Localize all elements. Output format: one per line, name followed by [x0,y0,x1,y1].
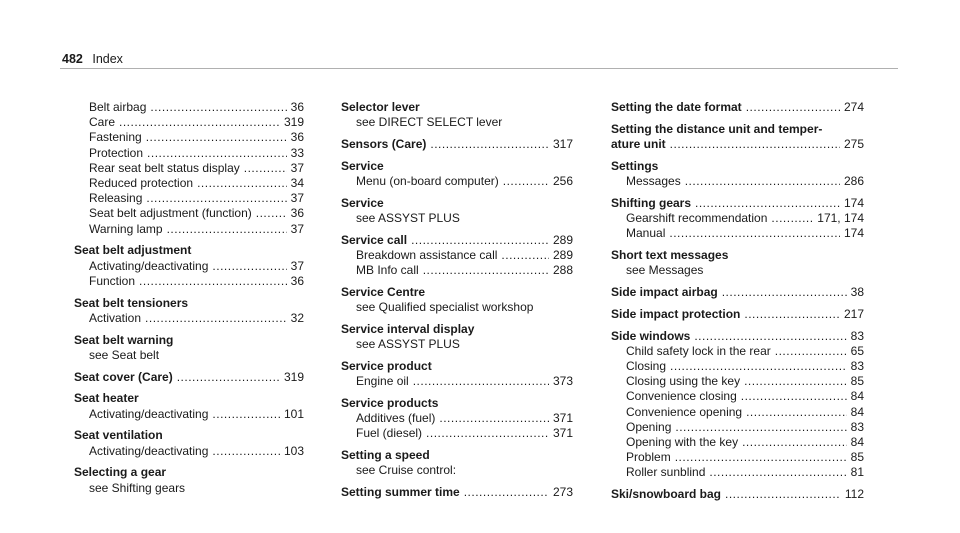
entry-text: Engine oil [356,374,409,389]
index-entry: Setting a speed [341,448,430,463]
header-divider [60,68,898,69]
index-subentry [341,411,573,426]
index-subentry [611,374,864,389]
leader-dots [744,374,847,389]
entry-text: Activating/deactivating [89,443,209,458]
index-subentry [611,450,864,465]
entry-text: Fuel (diesel) [356,426,423,441]
entry-text: Seat belt adjustment (function) [89,206,252,221]
leader-dots [503,174,549,189]
page-reference: 83 [850,328,864,343]
index-entry: Service products [341,396,439,410]
index-subentry [74,206,304,221]
page-reference: 37 [290,160,304,175]
index-entry: Seat belt adjustment [74,243,192,258]
leader-dots [147,146,287,161]
entry-text: Fastening [89,130,142,145]
page-reference: 85 [850,374,864,389]
index-entry: Selecting a gear [74,465,167,480]
index-entry [611,487,864,502]
page-reference: 289 [552,232,573,247]
page-reference: 37 [290,191,304,206]
page-header [62,52,123,66]
index-entry [611,307,864,322]
index-entry [341,485,573,500]
index-entry: Seat heater [74,391,139,406]
page-reference: 371 [552,426,573,441]
index-subentry [74,407,304,422]
entry-text: Menu (on-board computer) [356,174,499,188]
page-reference: 174 [843,226,864,241]
leader-dots [145,311,287,326]
page-reference: 65 [850,343,864,358]
page-reference: 38 [850,285,864,299]
index-entry: Service Centre [341,285,426,299]
leader-dots [694,329,846,344]
index-subentry [611,465,864,480]
page-reference: 83 [850,419,864,434]
page-reference: 289 [552,248,573,262]
leader-dots [501,248,549,263]
leader-dots [669,226,840,241]
leader-dots [426,426,549,441]
entry-text: Side impact airbag [611,285,718,299]
index-subentry: see Qualified specialist workshop [356,300,534,315]
entry-text: Breakdown assistance call [356,248,498,262]
leader-dots [139,274,287,289]
leader-dots [439,411,549,426]
leader-dots [212,259,286,274]
page-reference: 84 [850,404,864,419]
entry-text: Child safety lock in the rear [626,343,771,358]
leader-dots [411,233,549,248]
leader-dots [670,137,840,152]
entry-text: Roller sunblind [626,465,706,480]
page-reference: 32 [290,310,304,325]
entry-text: Activating/deactivating [89,258,209,273]
entry-text: Belt airbag [89,100,147,114]
page-reference: 34 [290,176,304,191]
leader-dots [775,344,847,359]
page-reference: 373 [552,374,573,389]
leader-dots [244,161,287,176]
index-subentry [611,420,864,435]
entry-text: MB Info call [356,263,419,278]
page-reference: 84 [850,435,864,450]
index-subentry [611,174,864,189]
entry-text: Service call [341,232,408,247]
leader-dots [725,487,841,502]
entry-text: Shifting gears [611,195,692,210]
entry-text: Function [89,273,136,288]
index-subentry [341,263,573,278]
index-entry: Seat belt warning [74,332,174,347]
index-subentry [611,226,864,241]
leader-dots [695,196,840,211]
page-reference: 288 [552,263,573,278]
page-number: 482 [62,52,83,66]
entry-text: Ski/snowboard bag [611,487,722,502]
leader-dots [685,174,840,189]
leader-dots [177,370,280,385]
entry-text: Reduced protection [89,176,194,191]
entry-text: Setting the date format [611,100,742,114]
entry-text: Care [89,115,116,130]
entry-text: Messages [626,174,681,188]
index-entry [341,233,573,248]
index-subentry [74,176,304,191]
page-reference: 371 [552,411,573,426]
leader-dots [167,222,287,237]
index-column-1 [74,100,304,496]
page-reference: 101 [283,406,304,421]
page-reference: 317 [552,137,573,151]
index-entry: Settings [611,158,659,173]
leader-dots [741,389,847,404]
index-subentry: see ASSYST PLUS [356,337,460,352]
entry-text: Closing using the key [626,374,741,389]
leader-dots [771,211,813,226]
entry-text: Opening with the key [626,435,739,450]
entry-text: Closing [626,359,667,373]
index-entry: Service interval display [341,322,475,336]
index-subentry: see ASSYST PLUS [356,211,460,225]
entry-text: Opening [626,419,672,434]
entry-text: Protection [89,145,144,160]
entry-text: Problem [626,450,671,465]
index-subentry [74,130,304,145]
entry-text: Activation [89,310,142,325]
page-reference: 33 [290,145,304,160]
index-subentry [74,146,304,161]
leader-dots [744,307,840,322]
index-subentry [341,248,573,263]
page-reference: 37 [290,221,304,236]
index-subentry: see Seat belt [89,347,160,362]
page-reference: 36 [290,130,304,145]
index-subentry [74,115,304,130]
index-subentry [341,174,573,189]
index-subentry [74,222,304,237]
index-entry: Setting the distance unit and temper- [611,121,823,136]
index-entry [611,329,864,344]
page-reference: 112 [844,487,864,502]
leader-dots [742,435,847,450]
index-entry: Service [341,158,384,173]
index-subentry: see Shifting gears [89,480,186,495]
index-entry: Service product [341,359,432,373]
page-reference: 36 [290,100,304,114]
entry-text: Activating/deactivating [89,406,209,421]
index-subentry [74,274,304,289]
page-reference: 275 [843,137,864,151]
index-subentry [611,344,864,359]
index-subentry: see Cruise control: [356,463,457,478]
index-entry [611,285,864,300]
page-reference: 319 [283,115,304,130]
page-reference: 84 [850,389,864,404]
index-subentry [74,161,304,176]
entry-text: Rear seat belt status display [89,160,240,175]
index-subentry [74,100,304,115]
index-subentry [74,444,304,459]
entry-text: Seat cover (Care) [74,369,173,384]
entry-text: Convenience opening [626,404,743,419]
index-subentry [74,191,304,206]
index-subentry [341,374,573,389]
index-subentry [74,311,304,326]
entry-text: Manual [626,226,666,241]
leader-dots [423,263,549,278]
entry-text: Sensors (Care) [341,137,427,151]
entry-text: Side windows [611,328,691,343]
index-column-2 [341,100,573,500]
entry-text: Gearshift recommendation [626,211,768,225]
index-subentry [611,405,864,420]
entry-text: Convenience closing [626,389,737,404]
page-reference: 85 [850,450,864,465]
leader-dots [256,206,287,221]
page-reference: 81 [850,465,864,480]
index-subentry [611,435,864,450]
leader-dots [746,100,840,115]
page-reference: 36 [290,206,304,221]
entry-text: Releasing [89,191,143,206]
page-reference: 256 [552,174,573,188]
section-title: Index [92,52,123,66]
index-subentry [74,259,304,274]
index-entry: Short text messages [611,248,729,262]
entry-text: Side impact protection [611,306,741,321]
entry-text: Additives (fuel) [356,411,436,426]
page-reference: 217 [843,306,864,321]
index-column-3 [611,100,864,502]
index-subentry [611,211,864,226]
page-reference: 103 [283,443,304,458]
leader-dots [146,130,287,145]
page-reference: 319 [283,369,304,384]
index-entry: Seat ventilation [74,428,163,443]
leader-dots [430,137,549,152]
index-subentry [341,426,573,441]
leader-dots [675,420,846,435]
leader-dots [119,115,280,130]
leader-dots [675,450,847,465]
page-reference: 273 [552,485,573,500]
leader-dots [197,176,287,191]
page-reference: 174 [843,195,864,210]
index-entry: Service [341,195,384,210]
page-reference: 83 [850,359,864,373]
leader-dots [709,465,846,480]
page-reference: 286 [843,174,864,188]
page-reference: 37 [290,258,304,273]
index-subentry [611,359,864,374]
index-entry [611,100,864,115]
page-reference: 274 [843,100,864,114]
index-entry [611,137,864,152]
entry-text: Warning lamp [89,221,163,236]
index-entry [341,137,573,152]
leader-dots [212,407,280,422]
leader-dots [722,285,847,300]
index-entry: Seat belt tensioners [74,295,189,310]
entry-text: Setting summer time [341,485,460,500]
leader-dots [212,444,280,459]
index-subentry: see DIRECT SELECT lever [356,115,503,130]
leader-dots [150,100,286,115]
leader-dots [670,359,847,374]
leader-dots [464,485,549,500]
page-reference: 36 [290,273,304,288]
index-subentry [611,389,864,404]
index-entry: Selector lever [341,100,420,114]
leader-dots [746,405,847,420]
leader-dots [146,191,286,206]
index-entry [74,370,304,385]
leader-dots [413,374,549,389]
entry-text: ature unit [611,137,666,151]
index-entry [611,196,864,211]
index-subentry: see Messages [626,263,704,278]
page-reference: 171, 174 [817,211,864,225]
